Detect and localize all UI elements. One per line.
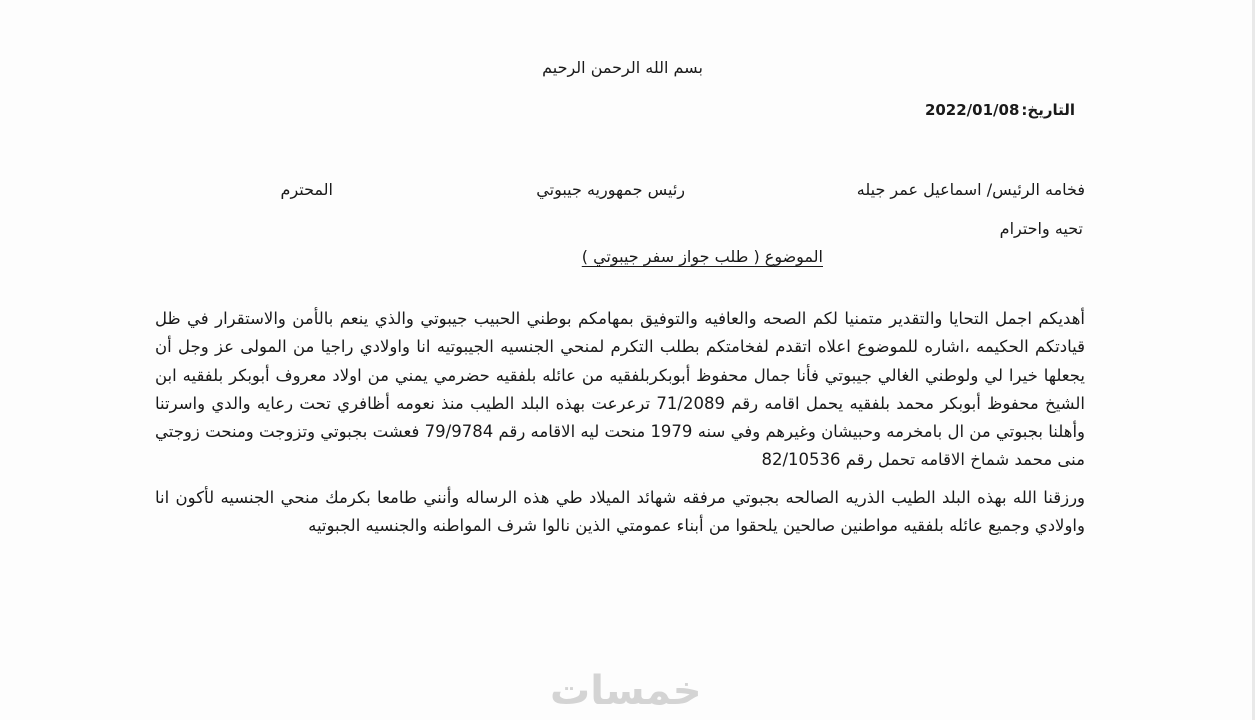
addressee-title-name: فخامه الرئيس/ اسماعيل عمر جيله [856,180,1085,199]
basmala-heading: بسم الله الرحمن الرحيم [542,58,703,77]
watermark-text: خمسات [550,668,702,714]
khamsat-watermark-logo [550,668,710,714]
date-label: التاريخ: [1021,101,1075,119]
letter-date [925,100,1075,120]
greeting: تحيه واحترام [999,219,1083,238]
date-value: 2022/01/08 [924,101,1020,119]
letter-subject: الموضوع ( طلب جواز سفر جيبوتي ) [581,247,823,266]
body-paragraph-1: أهديكم اجمل التحايا والتقدير متمنيا لكم الصحه والعافيه والتوفيق بمهامكم بوطني الحبيب جيبوتي والذي ينعم بالأمن والاستقرار في ظل قيادتكم الحكيمه ،اشاره للموضوع اعلاه اتقدم لفخامتكم بطلب التكرم لمنحي الجنسيه الجيبوتيه انا واولادي راجيا من المولى عز وجل أن يجعلها خيرا لي ولوطني الغالي جيبوتي فأنا جمال محفوظ أبوبكربلفقيه من عائله بلفقيه حضرمي يمني من اولاد معروف أبوبكر بلفقيه ابن الشيخ محفوظ أبوبكر محمد بلفقيه يحمل اقامه رقم 71/2089 ترعرعت بهذه البلد الطيب منذ نعومه أظافري تحت رعايه والدي واسرتنا وأهلنا بجبوتي من ال بامخرمه وحبيشان وغيرهم وفي سنه 1979 منحت ليه الاقامه رقم 79/9784 فعشت بجبوتي وتزوجت ومنحت زوجتي منى محمد شماخ الاقامه تحمل رقم 82/10536 [155,309,1086,470]
addressee-honorific: المحترم [280,180,333,199]
addressee-position: رئيس جمهوريه جيبوتي [536,180,685,199]
letter-body [155,305,1085,540]
body-paragraph-2: ورزقنا الله بهذه البلد الطيب الذريه الصالحه بجبوتي مرفقه شهائد الميلاد طي هذه الرساله وأنني طامعا بكرمك منحي الجنسيه لأكون انا واولادي وجميع عائله بلفقيه مواطنين صالحين يلحقوا من أبناء عمومتي الذين نالوا شرف المواطنه والجنسيه الجبوتيه [155,487,1085,536]
